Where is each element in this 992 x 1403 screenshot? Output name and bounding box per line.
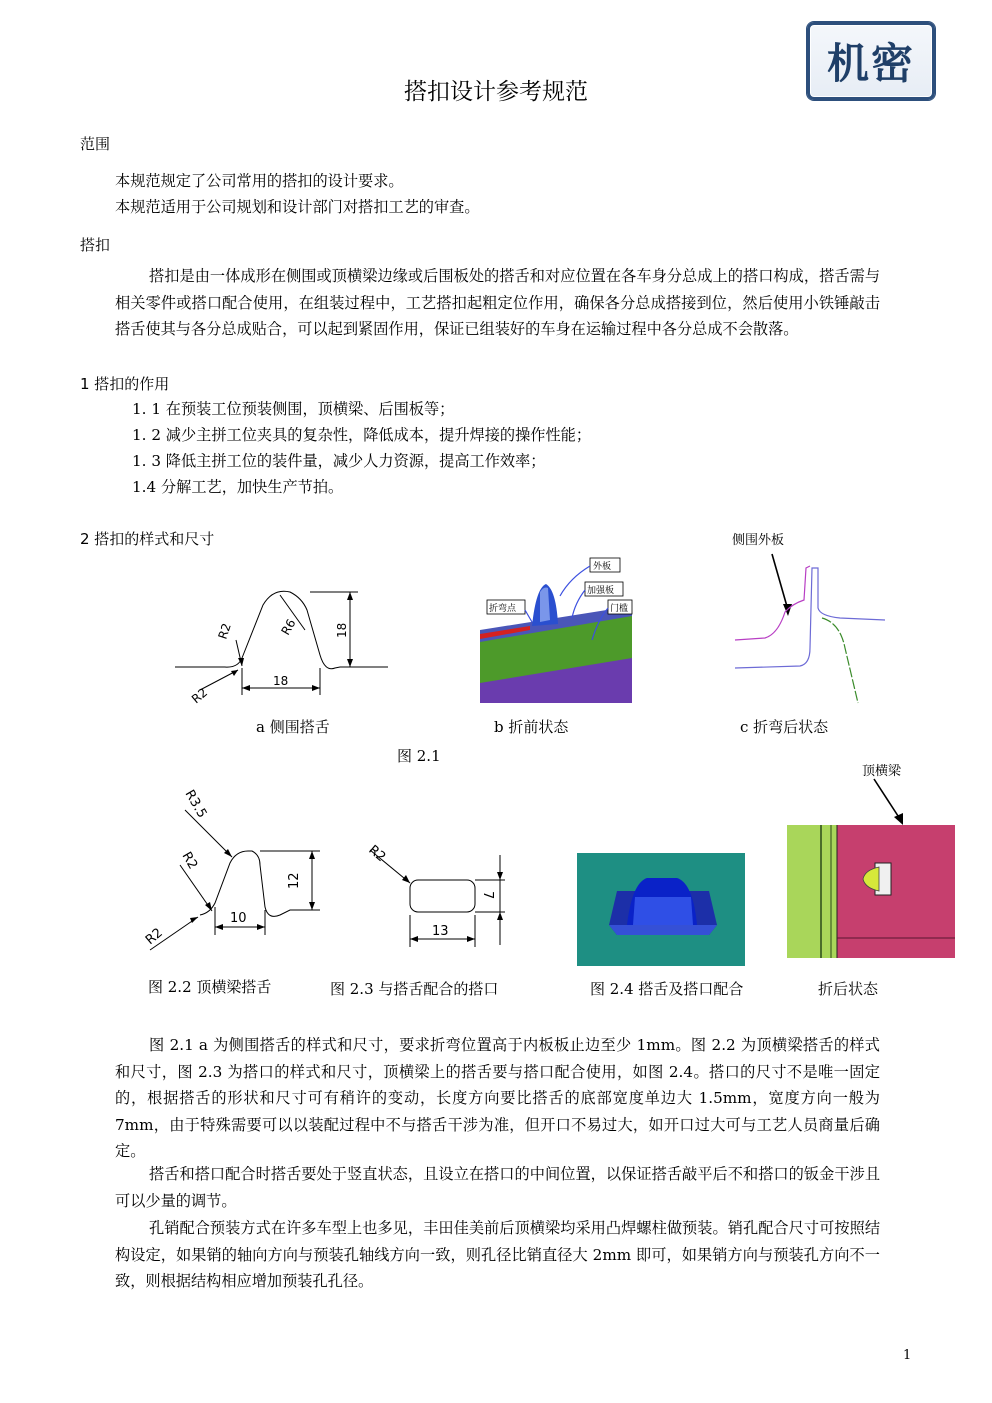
dim-r2-top: R2 [178, 849, 201, 872]
style-heading: 2 搭扣的样式和尺寸 [80, 530, 215, 548]
caption-c: c 折弯后状态 [740, 718, 829, 736]
confidential-stamp: 机密 [807, 22, 935, 100]
dim-width-18: 18 [273, 674, 289, 688]
role-item-3: 1. 3 降低主拼工位的装件量，减少人力资源，提高工作效率； [132, 452, 546, 470]
dakou-paragraph: 搭扣是由一体成形在侧围或顶横梁边缘或后围板处的搭舌和对应位置在各车身分总成上的搭口构成，搭舌需与相关零件或搭口配合使用，在组装过程中，工艺搭扣起粗定位作用，确保各分总成搭接到位，然后使用小铁锤敲击搭舌使其与各分总成贴合，可以起到紧固作用，保证已组装好的车身在运输过程中各分总成不会散落。 [115, 267, 880, 338]
label-reinforce: 加强板 [587, 586, 615, 596]
dim-width-13: 13 [432, 924, 449, 939]
role-item-2: 1. 2 减少主拼工位夹具的复杂性，降低成本，提升焊接的操作性能； [132, 426, 592, 444]
dim-r2-bottom: R2 [142, 925, 166, 949]
dim-r35: R3.5 [181, 787, 210, 821]
top-beam-arrow [870, 775, 910, 830]
label-top-beam: 顶横梁 [862, 764, 902, 779]
dim-slot-r2: R2 [365, 842, 389, 866]
before-bend-render [480, 548, 632, 703]
role-heading: 1 搭扣的作用 [80, 375, 170, 393]
body-paragraph-2: 搭舌和搭口配合时搭舌要处于竖直状态，且设立在搭口的中间位置，以保证搭舌敲平后不和搭口的钣金干涉且可以少量的调节。 [115, 1165, 880, 1210]
dim-height-7: 7 [480, 891, 495, 900]
scope-line-2: 本规范适用于公司规划和设计部门对搭扣工艺的审查。 [115, 198, 480, 216]
dim-height-12: 12 [287, 872, 302, 889]
tongue-slot-render [577, 853, 745, 966]
after-bend-drawing [730, 533, 890, 708]
label-door-sill: 门槛 [610, 604, 629, 614]
label-outer-plate: 外板 [593, 562, 612, 572]
label-side-outer: 侧围外板 [732, 533, 785, 548]
caption-after: 折后状态 [818, 980, 879, 998]
page-title: 搭扣设计参考规范 [404, 79, 588, 105]
caption-fig23: 图 2.3 与搭舌配合的搭口 [330, 980, 499, 998]
caption-fig24: 图 2.4 搭舌及搭口配合 [590, 980, 744, 998]
caption-fig22: 图 2.2 顶横梁搭舌 [148, 978, 272, 996]
dim-height-18: 18 [335, 622, 349, 638]
caption-fig21: 图 2.1 [397, 747, 441, 765]
dim-r2-upper: R2 [215, 621, 234, 641]
body-paragraph-3: 孔销配合预装方式在许多车型上也多见，丰田佳美前后顶横梁均采用凸焊螺柱做预装。销孔配合尺寸可按照结构设定，如果销的轴向方向与预装孔轴线方向一致，则孔径比销直径大 2mm 即可，如果销方向与预装孔方向不一致，则根据结构相应增加预装孔孔径。 [115, 1219, 880, 1290]
page-number: 1 [903, 1348, 912, 1363]
slot-drawing [360, 835, 520, 955]
caption-a: a 侧围搭舌 [256, 718, 330, 736]
role-item-4: 1.4 分解工艺，加快生产节拍。 [132, 478, 344, 496]
dakou-heading: 搭扣 [80, 236, 111, 254]
after-state-render [787, 825, 955, 958]
top-beam-tongue-drawing [140, 785, 330, 955]
dim-width-10: 10 [230, 911, 247, 926]
scope-line-1: 本规范规定了公司常用的搭扣的设计要求。 [115, 172, 404, 190]
dim-r6: R6 [278, 616, 299, 638]
caption-b: b 折前状态 [494, 718, 569, 736]
side-tongue-drawing [170, 580, 395, 710]
dim-r2-lower: R2 [188, 685, 211, 707]
body-paragraph-1: 图 2.1 a 为侧围搭舌的样式和尺寸，要求折弯位置高于内板板止边至少 1mm。图 2.2 为顶横梁搭舌的样式和尺寸，图 2.3 为搭口的样式和尺寸，顶横梁上的搭舌要与搭口配合使用，如图 2.4。搭口的尺寸不是唯一固定的，根据搭舌的形状和尺寸可有稍许的变动，长度方向要比搭舌的底部宽度单边大 1.5mm，宽度方向一般为 7mm，由于特殊需要可以以装配过程中不与搭舌干涉为准，但开口不易过大，如开口过大可与工艺人员商量后确定。 [115, 1036, 880, 1160]
role-item-1: 1. 1 在预装工位预装侧围，顶横梁、后围板等； [132, 400, 455, 418]
scope-heading: 范围 [80, 135, 111, 153]
label-bend-point: 折弯点 [489, 604, 517, 614]
